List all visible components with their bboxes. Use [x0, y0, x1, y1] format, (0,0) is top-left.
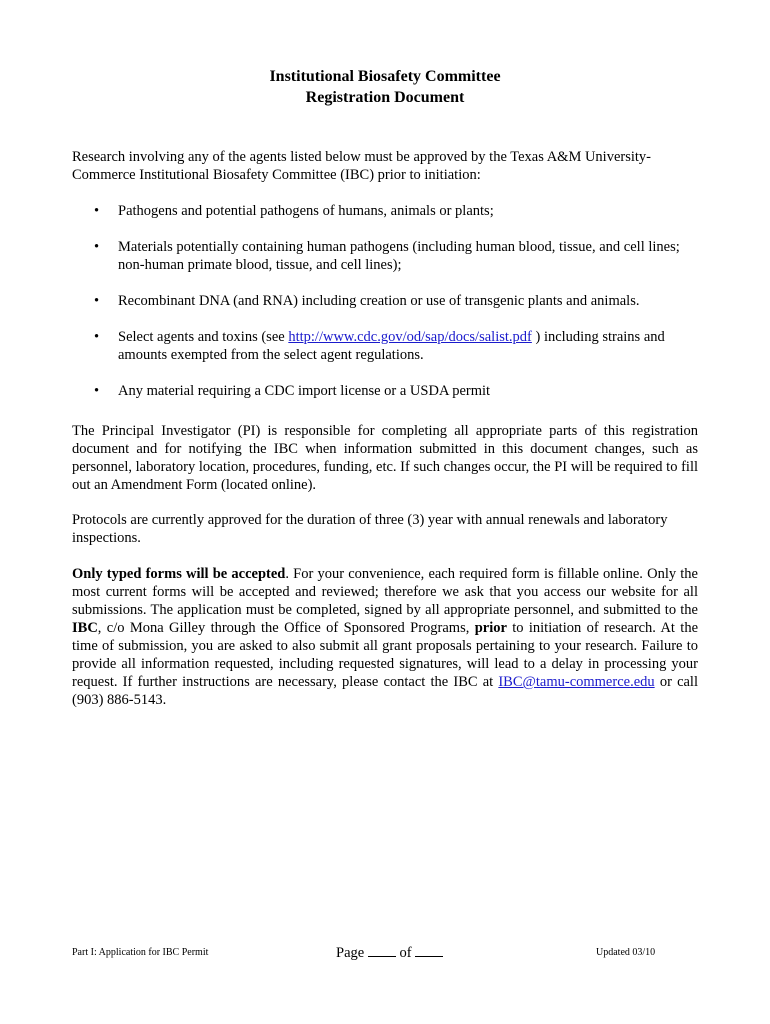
list-item-text: Any material requiring a CDC import license or a USDA permit — [118, 383, 491, 399]
instructions-text-3: to initiation of research. At the time of submission, you are asked to also submit all grant proposals pertaining to your research. Failure to provide all information requested, including requested signatures, will lead to a delay in processing your request. If further instructions are necessary, please contact the IBC at — [72, 620, 699, 690]
bullet-icon: • — [94, 293, 100, 309]
of-label: of — [399, 945, 412, 961]
title-line-1: Institutional Biosafety Committee — [269, 68, 501, 85]
page-number-field — [336, 942, 443, 962]
instructions-text-2: , c/o Mona Gilley through the Office of Sponsored Programs, — [97, 620, 475, 636]
bullet-icon: • — [94, 203, 100, 219]
footer-updated-date: Updated 03/10 — [596, 947, 656, 958]
prior-label: prior — [474, 620, 507, 636]
bullet-icon: • — [94, 383, 100, 399]
intro-paragraph: Research involving any of the agents listed below must be approved by the Texas A&M University-Commerce Institutional Biosafety Committee (IBC) prior to initiation: — [72, 149, 652, 183]
title-line-2: Registration Document — [305, 89, 465, 106]
submission-instructions-paragraph — [72, 565, 698, 709]
list-item-text-pre: Select agents and toxins (see — [118, 329, 289, 345]
protocols-paragraph: Protocols are currently approved for the duration of three (3) year with annual renewals and laboratory inspections. — [72, 512, 668, 546]
instructions-text-4: or call (903) 886-5143. — [72, 674, 698, 708]
list-item — [72, 382, 698, 400]
footer-form-name: Part I: Application for IBC Permit — [72, 947, 209, 958]
list-item — [72, 292, 698, 310]
page-label: Page — [336, 945, 365, 961]
list-item — [72, 238, 698, 274]
ibc-email-link[interactable]: IBC@tamu-commerce.edu — [498, 674, 655, 690]
document-title — [0, 66, 770, 108]
page-total-blank[interactable] — [415, 942, 443, 957]
typed-forms-notice: Only typed forms will be accepted — [72, 566, 286, 582]
select-agent-list-link[interactable]: http://www.cdc.gov/od/sap/docs/salist.pdf — [288, 329, 532, 345]
list-item-text — [118, 329, 665, 363]
ibc-label: IBC — [72, 620, 98, 636]
list-item — [72, 202, 698, 220]
list-item-text: Recombinant DNA (and RNA) including creation or use of transgenic plants and animals. — [118, 293, 640, 309]
instructions-text-1: . For your convenience, each required form is fillable online. Only the most current forms will be accepted and reviewed; therefore we ask that you access our website for all submissions. The application must be completed, signed by all appropriate personnel, and submitted to the — [72, 566, 698, 618]
list-item-text: Pathogens and potential pathogens of humans, animals or plants; — [118, 203, 494, 219]
list-item-text: Materials potentially containing human pathogens (including human blood, tissue, and cell lines; non-human primate blood, tissue, and cell lines); — [118, 239, 680, 273]
list-item — [72, 328, 698, 364]
pi-responsibility-paragraph: The Principal Investigator (PI) is responsible for completing all appropriate parts of this registration document and for notifying the IBC when information submitted in this document changes, such as personnel, laboratory location, procedures, funding, etc. If such changes occur, the PI will be required to fill out an Amendment Form (located online). — [72, 423, 698, 493]
list-item-text-post: ) including strains and amounts exempted from the select agent regulations. — [118, 329, 665, 363]
bullet-icon: • — [94, 239, 100, 255]
bullet-icon: • — [94, 329, 100, 345]
page-number-blank[interactable] — [368, 942, 396, 957]
agent-list — [72, 202, 698, 418]
